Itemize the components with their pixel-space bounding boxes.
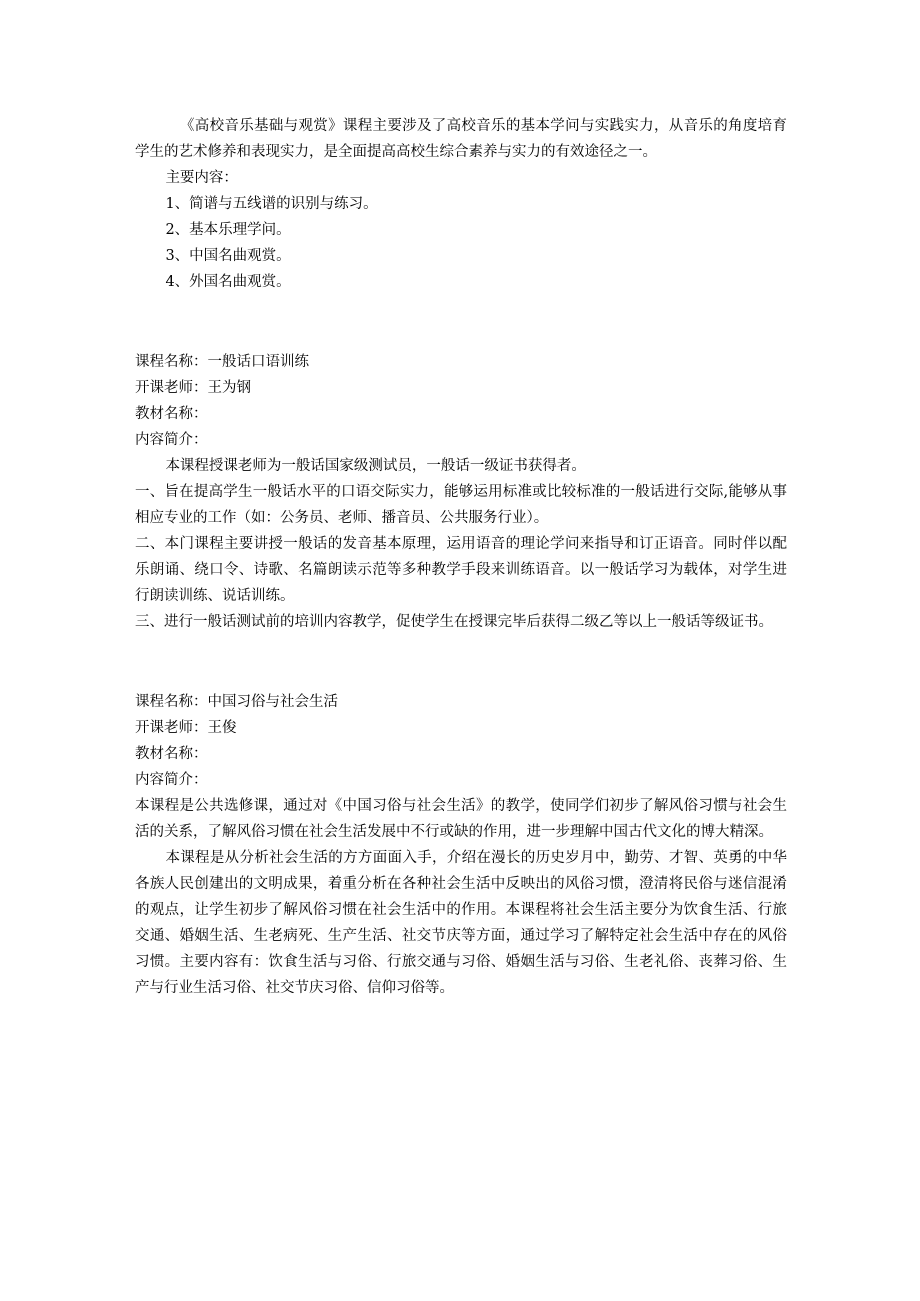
mandarin-course-intro-label: 内容简介： — [135, 432, 208, 448]
mandarin-course-point-1: 一、旨在提高学生一般话水平的口语交际实力，能够运用标准或比较标准的一般话进行交际,能够从事相应专业的工作（如：公务员、老师、播音员、公共服务行业）。 — [135, 484, 787, 526]
mandarin-course-point-2: 二、本门课程主要讲授一般话的发音基本原理，运用语音的理论学问来指导和订正语音。同时伴以配乐朗诵、绕口令、诗歌、名篇朗读示范等多种教学手段来训练语音。以一般话学习为载体，对学生进行朗读训练、说话训练。 — [135, 536, 787, 604]
customs-course-section — [135, 689, 787, 1001]
music-course-item-3: 3、中国名曲观赏。 — [165, 248, 291, 264]
music-course-intro: 《高校音乐基础与观赏》课程主要涉及了高校音乐的基本学问与实践实力，从音乐的角度培育学生的艺术修养和表现实力，是全面提高高校生综合素养与实力的有效途径之一。 — [135, 118, 787, 160]
mandarin-course-teacher-intro: 本课程授课老师为一般话国家级测试员，一般话一级证书获得者。 — [165, 458, 586, 474]
customs-course-paragraph-2: 本课程是从分析社会生活的方方面面入手，介绍在漫长的历史岁月中，勤劳、才智、英勇的中华各族人民创建出的文明成果，着重分析在各种社会生活中反映出的风俗习惯，澄清将民俗与迷信混淆的观点，让学生初步了解风俗习惯在社会生活中的作用。本课程将社会生活主要分为饮食生活、行旅交通、婚姻生活、生老病死、生产生活、社交节庆等方面，通过学习了解特定社会生活中存在的风俗习惯。主要内容有：饮食生活与习俗、行旅交通与习俗、婚姻生活与习俗、生老礼俗、丧葬习俗、生产与行业生活习俗、社交节庆习俗、信仰习俗等。 — [135, 850, 787, 996]
music-course-item-1: 1、简谱与五线谱的识别与练习。 — [165, 196, 378, 212]
mandarin-course-teacher: 开课老师：王为钢 — [135, 380, 251, 396]
music-course-main-label: 主要内容： — [165, 170, 238, 186]
mandarin-course-name: 课程名称：一般话口语训练 — [135, 354, 309, 370]
customs-course-intro-label: 内容简介： — [135, 772, 208, 788]
music-course-section — [135, 113, 787, 295]
mandarin-course-textbook: 教材名称： — [135, 406, 208, 422]
music-course-item-4: 4、外国名曲观赏。 — [165, 274, 291, 290]
customs-course-teacher: 开课老师：王俊 — [135, 720, 237, 736]
mandarin-course-point-3: 三、进行一般话测试前的培训内容教学，促使学生在授课完毕后获得二级乙等以上一般话等级证书。 — [135, 614, 773, 630]
section-spacer — [135, 635, 787, 689]
customs-course-paragraph-1: 本课程是公共选修课，通过对《中国习俗与社会生活》的教学，使同学们初步了解风俗习惯与社会生活的关系，了解风俗习惯在社会生活发展中不行或缺的作用，进一步理解中国古代文化的博大精深。 — [135, 798, 787, 840]
customs-course-name: 课程名称：中国习俗与社会生活 — [135, 694, 338, 710]
customs-course-textbook: 教材名称： — [135, 746, 208, 762]
document-content — [135, 113, 787, 1001]
mandarin-course-section — [135, 349, 787, 635]
section-spacer — [135, 295, 787, 349]
music-course-item-2: 2、基本乐理学问。 — [165, 222, 291, 238]
